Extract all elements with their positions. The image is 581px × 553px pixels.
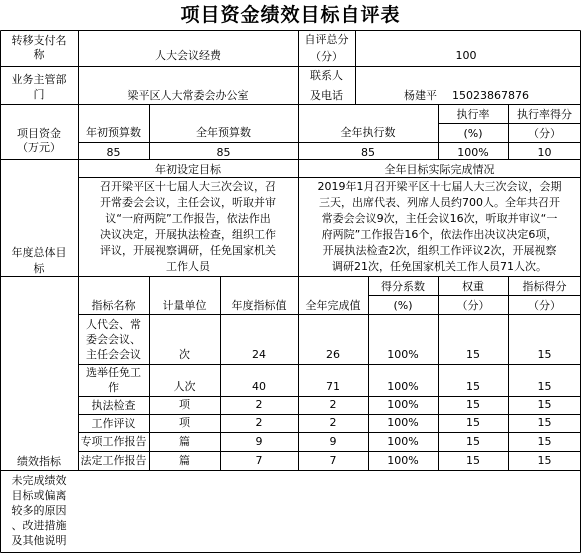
remarks-label-line: 未完成绩效: [11, 474, 67, 487]
indicator-ratio: 100%: [387, 380, 419, 393]
indicator-name: 人代会、常: [86, 318, 141, 331]
indicator-score: 15: [537, 435, 552, 448]
funds-label-2: （万元）: [17, 141, 61, 154]
contact-phone[interactable]: 15023867876: [452, 89, 529, 102]
dept-label-2: 门: [33, 88, 45, 101]
header-exec-rate-2: (%): [463, 127, 483, 140]
self-score-label-2: （分）: [310, 50, 343, 63]
header-exec-rate-1: 执行率: [456, 108, 490, 121]
dept-value[interactable]: 梁平区人大常委会办公室: [127, 89, 249, 102]
indicator-done: 26: [326, 348, 340, 361]
actual-goal-line: 调研21次，任免国家机关工作人员71人次。: [332, 260, 547, 273]
remarks-label-line: 、改进措施: [11, 519, 67, 532]
indicator-done: 2: [329, 416, 337, 429]
indicator-done: 2: [329, 398, 337, 411]
contact-label-2: 及电话: [310, 89, 343, 102]
indicator-name: 工作评议: [91, 417, 136, 430]
indicator-name: 作: [108, 381, 119, 394]
indicator-weight: 15: [466, 416, 480, 429]
indicator-ratio: 100%: [387, 348, 419, 361]
self-score-label-1: 自评总分: [304, 33, 349, 46]
indicator-unit: 次: [179, 348, 190, 361]
indicator-name: 主任会会议: [86, 348, 141, 361]
full-exec-value[interactable]: 85: [361, 146, 375, 159]
rate-score-value[interactable]: 10: [537, 146, 552, 159]
indicator-ratio: 100%: [387, 454, 419, 467]
header-actual-goal: 全年目标实际完成情况: [384, 163, 495, 176]
indicator-score: 15: [537, 380, 552, 393]
indicator-name: 执法检查: [91, 399, 136, 412]
header-set-goal: 年初设定目标: [155, 163, 221, 176]
indicator-name: 专项工作报告: [80, 435, 147, 448]
header-score-1: 指标得分: [522, 280, 567, 293]
header-rate-score-2: （分）: [528, 127, 561, 140]
project-name-value[interactable]: 人大会议经费: [155, 49, 221, 62]
indicator-unit: 篇: [179, 435, 190, 448]
set-goal-line: 召开梁平区十七届人大三次会议，召: [100, 180, 276, 193]
dept-label-1: 业务主管部: [11, 73, 67, 86]
initial-budget-value[interactable]: 85: [106, 146, 121, 159]
indicator-weight: 15: [466, 435, 480, 448]
header-initial-budget: 年初预算数: [86, 126, 141, 139]
goals-label-2: 标: [33, 262, 45, 275]
set-goal-line: 评议，开展视察调研，任免国家机关: [100, 244, 276, 257]
indicator-weight: 15: [466, 454, 480, 467]
header-full-budget: 全年预算数: [196, 126, 251, 139]
remarks-label-line: 及其他说明: [11, 534, 67, 547]
header-year-value: 年度指标值: [231, 299, 287, 312]
indicator-done: 7: [329, 454, 337, 467]
indicator-score: 15: [537, 348, 552, 361]
actual-goal-line: 2019年1月召开梁平区十七届人大三次会议，会期: [317, 180, 562, 193]
indicators-label: 绩效指标: [17, 455, 61, 468]
indicator-target: 40: [252, 380, 266, 393]
header-rate-score-1: 执行率得分: [517, 108, 572, 121]
indicator-unit: 人次: [173, 380, 196, 393]
header-weight-1: 权重: [462, 280, 484, 293]
form-title: 项目资金绩效目标自评表: [180, 4, 401, 26]
header-score-2: （分）: [528, 299, 561, 312]
indicator-score: 15: [537, 454, 552, 467]
indicator-name: 选举任免工: [86, 366, 141, 379]
indicator-weight: 15: [466, 348, 480, 361]
goals-label-1: 年度总体目: [11, 246, 67, 259]
set-goal-line: 开常委会会议，主任会议，听取并审: [100, 196, 276, 209]
indicator-ratio: 100%: [387, 435, 419, 448]
header-ratio-2: (%): [393, 299, 413, 312]
indicator-unit: 篇: [179, 454, 190, 467]
remarks-label-line: 目标或偏离: [11, 489, 67, 502]
header-unit: 计量单位: [162, 299, 207, 312]
header-weight-2: （分）: [456, 299, 490, 312]
indicator-target: 7: [255, 454, 263, 467]
project-name-label-2: 称: [33, 48, 45, 61]
indicator-ratio: 100%: [387, 416, 419, 429]
project-name-label-1: 转移支付名: [11, 34, 67, 47]
actual-goal-line: 三天，出席代表、列席人员约700人。全年共召开: [319, 196, 560, 209]
indicator-done: 9: [329, 435, 337, 448]
contact-name[interactable]: 杨建平: [404, 89, 437, 102]
indicator-target: 24: [252, 348, 266, 361]
remarks-label-line: 较多的原因: [11, 504, 67, 517]
indicator-score: 15: [537, 398, 552, 411]
indicator-unit: 项: [179, 398, 190, 411]
indicator-target: 2: [255, 398, 263, 411]
indicator-ratio: 100%: [387, 398, 419, 411]
indicator-done: 71: [326, 380, 340, 393]
header-full-exec: 全年执行数: [340, 126, 396, 139]
header-ratio-1: 得分系数: [381, 280, 425, 293]
set-goal-line: 议“一府两院”工作报告，依法作出: [105, 212, 271, 225]
set-goal-line: 工作人员: [166, 260, 210, 273]
indicator-name: 法定工作报告: [80, 454, 147, 467]
indicator-unit: 项: [179, 416, 190, 429]
indicator-weight: 15: [466, 398, 480, 411]
funds-label-1: 项目资金: [17, 127, 61, 140]
header-indicator-name: 指标名称: [91, 299, 136, 312]
full-budget-value[interactable]: 85: [216, 146, 231, 159]
actual-goal-line: 开展执法检查2次，组织工作评议2次，开展视察: [322, 244, 557, 257]
contact-label-1: 联系人: [310, 69, 343, 82]
indicator-score: 15: [537, 416, 552, 429]
actual-goal-line: 府两院”工作报告16个，依法作出决议决定6项，: [321, 228, 558, 241]
indicator-target: 9: [255, 435, 263, 448]
set-goal-line: 决议决定，开展执法检查，组织工作: [100, 228, 276, 241]
indicator-weight: 15: [466, 380, 480, 393]
exec-rate-value[interactable]: 100%: [457, 146, 489, 159]
indicator-target: 2: [255, 416, 263, 429]
indicator-name: 委会会议、: [86, 333, 141, 346]
self-score-value[interactable]: 100: [455, 49, 477, 62]
actual-goal-line: 常委会会议9次，主任会议16次，听取并审议“一: [321, 212, 558, 225]
header-full-done: 全年完成值: [305, 299, 361, 312]
